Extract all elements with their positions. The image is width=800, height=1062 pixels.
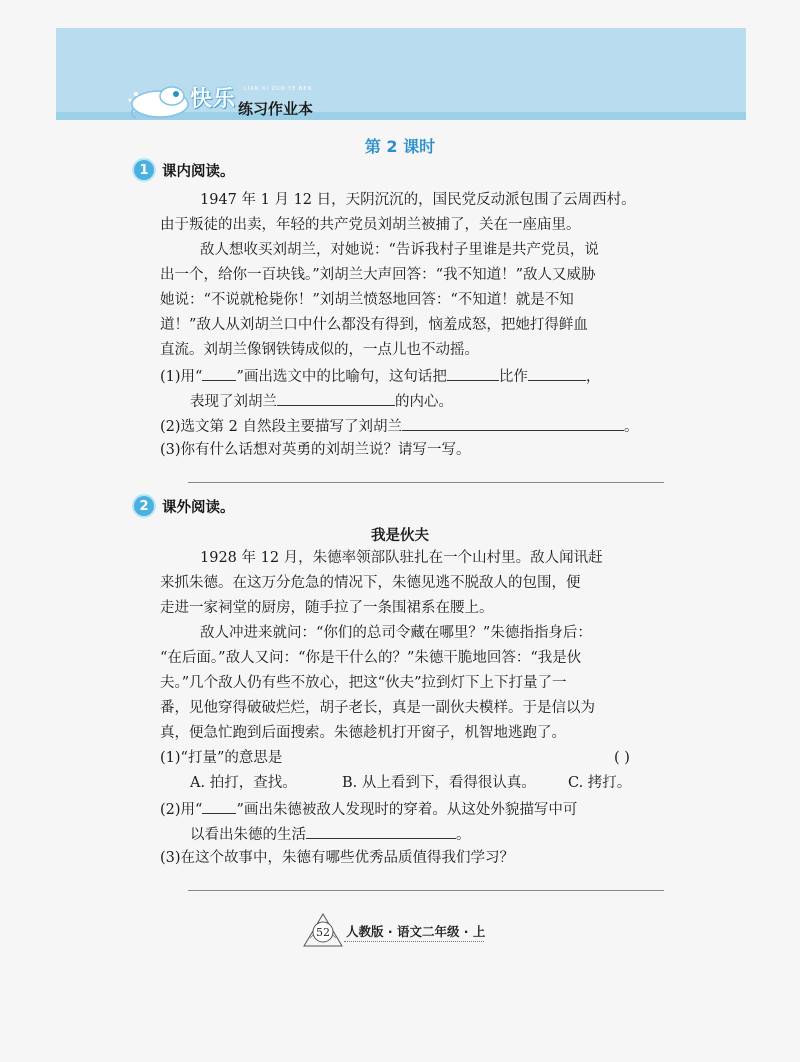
passage-line: “在后面。”敌人又问：“你是干什么的？”朱德干脆地回答：“我是伙	[160, 650, 582, 666]
passage-line: 夫。”几个敌人仍有些不放心，把这“伙夫”拉到灯下上下打量了一	[160, 675, 567, 691]
page-number-badge	[300, 908, 346, 948]
question-1-text: (1)“打量”的意思是	[160, 750, 283, 766]
question-text: (2)用“	[160, 802, 203, 818]
question-3: (3)你有什么话想对英勇的刘胡兰说？请写一写。	[160, 442, 471, 458]
passage-line: 番，见他穿得破破烂烂，胡子老长，真是一副伙夫模样。于是信以为	[160, 700, 595, 716]
passage-line: 由于叛徒的出卖，年轻的共产党员刘胡兰被捕了，关在一座庙里。	[160, 217, 581, 233]
brand-subtitle: 练习作业本	[238, 100, 314, 118]
passage-line: 出一个，给你一百块钱。”刘胡兰大声回答：“我不知道！”敌人又威胁	[160, 267, 596, 283]
page-number: 52	[316, 926, 330, 939]
question-text: ”画出朱德被敌人发现时的穿着。从这处外貌描写中可	[236, 802, 578, 818]
section-number-badge: 1	[134, 160, 154, 180]
answer-line[interactable]	[188, 890, 664, 891]
passage-line: 走进一家祠堂的厨房，随手拉了一条围裙系在腰上。	[160, 600, 494, 616]
section-number-badge: 2	[134, 496, 154, 516]
option-a[interactable]: A. 拍打，查找。	[190, 775, 297, 791]
answer-blank[interactable]	[528, 366, 586, 381]
answer-parentheses[interactable]: ( )	[614, 750, 630, 766]
passage-line: 直流。刘胡兰像钢铁铸成似的，一点儿也不动摇。	[160, 342, 479, 358]
question-text: (2)选文第 2 自然段主要描写了刘胡兰	[160, 419, 402, 435]
edition-label: 人教版 · 语文二年级 · 上	[346, 924, 486, 939]
section-1-heading	[134, 158, 235, 182]
underline-blank[interactable]	[202, 799, 236, 814]
passage-line: 敌人想收买刘胡兰，对她说：“告诉我村子里谁是共产党员，说	[200, 242, 599, 258]
answer-line[interactable]	[188, 482, 664, 483]
question-text: ”画出选文中的比喻句，这句话把	[236, 369, 447, 385]
story-title: 我是伙夫	[371, 528, 429, 544]
brand-main: 快乐	[190, 87, 237, 112]
question-1	[160, 366, 600, 386]
brand-pinyin: LIAN XI ZUO YE BEN	[244, 86, 313, 92]
passage-line: 道！”敌人从刘胡兰口中什么都没有得到，恼羞成怒，把她打得鲜血	[160, 317, 588, 333]
question-2-cont	[190, 824, 471, 844]
answer-blank[interactable]	[306, 824, 456, 839]
passage-line: 敌人冲进来就问：“你们的总司令藏在哪里？”朱德指指身后：	[200, 625, 592, 641]
passage-line: 1928 年 12 月，朱德率领部队驻扎在一个山村里。敌人闻讯赶	[200, 550, 603, 566]
passage-line: 她说：“不说就枪毙你！”刘胡兰愤怒地回答：“不知道！就是不知	[160, 292, 574, 308]
question-text: 。	[623, 419, 639, 435]
passage-line: 来抓朱德。在这万分危急的情况下，朱德见逃不脱敌人的包围，便	[160, 575, 581, 591]
question-1-cont	[190, 391, 453, 411]
answer-blank[interactable]	[402, 416, 624, 431]
question-text: 的内心。	[395, 394, 453, 410]
question-text: 。	[456, 827, 471, 843]
question-3: (3)在这个故事中，朱德有哪些优秀品质值得我们学习？	[160, 850, 515, 866]
question-2	[160, 416, 638, 436]
question-text: (1)用“	[160, 369, 203, 385]
question-2	[160, 799, 577, 819]
answer-blank[interactable]	[277, 391, 395, 406]
option-b[interactable]: B. 从上看到下，看得很认真。	[342, 775, 536, 791]
section-title: 课内阅读。	[162, 163, 235, 180]
question-text: 表现了刘胡兰	[190, 394, 277, 410]
question-text: 以看出朱德的生活	[190, 827, 306, 843]
footer-divider	[344, 941, 484, 942]
answer-blank[interactable]	[447, 366, 499, 381]
question-text: ，	[585, 369, 601, 385]
lesson-title: 第 2 课时	[364, 137, 436, 156]
passage-line: 1947 年 1 月 12 日，天阴沉沉的，国民党反动派包围了云周西村。	[200, 192, 636, 208]
option-c[interactable]: C. 拷打。	[568, 775, 632, 791]
section-title: 课外阅读。	[162, 499, 235, 516]
section-2-heading	[134, 494, 235, 518]
question-text: 比作	[498, 369, 528, 385]
underline-blank[interactable]	[202, 366, 236, 381]
passage-line: 真，便急忙跑到后面搜索。朱德趁机打开窗子，机智地逃跑了。	[160, 725, 566, 741]
